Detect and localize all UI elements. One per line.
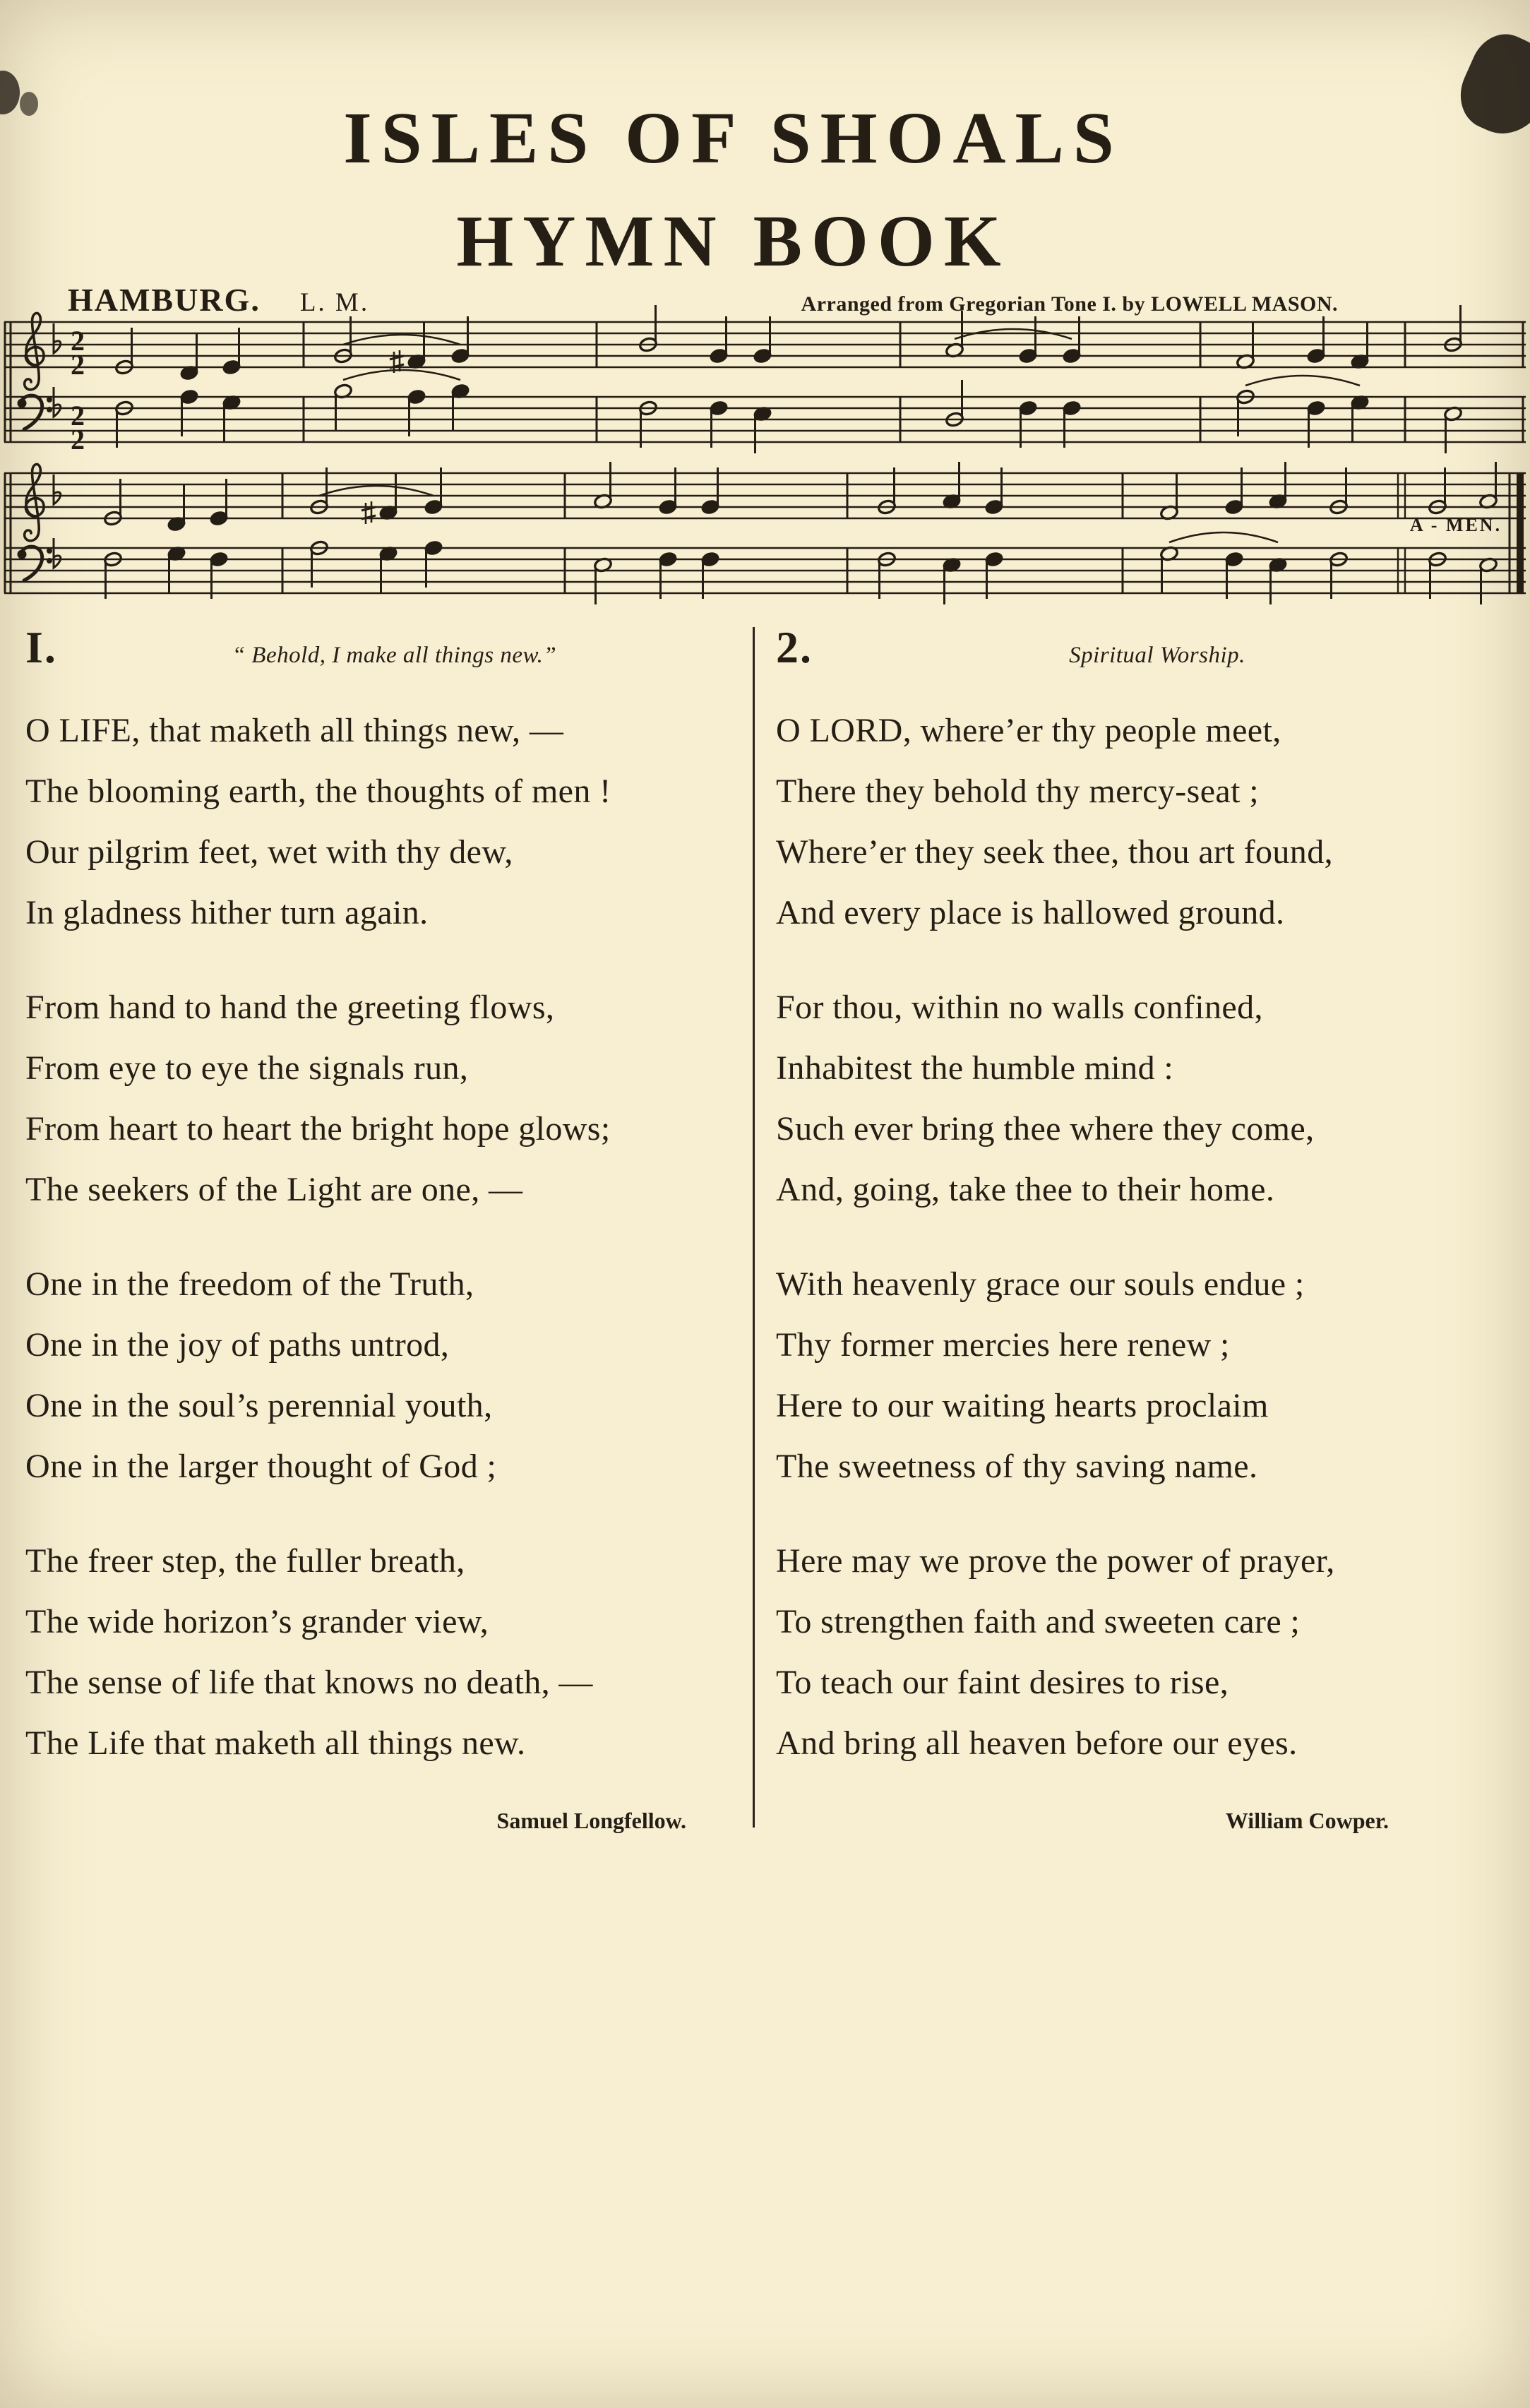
hymn-1-attribution: Samuel Longfellow. [496,1808,686,1833]
hymn-1-heading [25,621,731,701]
time-signature: 2 [71,349,85,381]
verse-line: There they behold thy mercy-seat ; [776,773,1260,810]
music-system-1 [0,304,1530,453]
verse-line: And every place is hallowed ground. [776,894,1285,931]
verse-line: In gladness hither turn again. [25,894,429,931]
verse [25,1254,731,1497]
slur [343,370,460,380]
verse-line: Our pilgrim feet, wet with thy dew, [25,833,513,871]
time-signature: 2 [71,424,85,453]
verse-line: The freer step, the fuller breath, [25,1542,465,1580]
verse-line: From heart to heart the bright hope glows; [25,1110,611,1148]
bass-clef-icon [47,407,52,412]
verse-line: Here to our waiting hearts proclaim [776,1387,1269,1424]
flat-sign-icon [54,387,61,417]
verse [776,1254,1502,1497]
verse-line: For thou, within no walls confined, [776,989,1263,1026]
verse-line: One in the larger thought of God ; [25,1448,497,1485]
verse [776,1531,1502,1774]
final-barline [1517,473,1524,593]
hymn-2-attribution: William Cowper. [1225,1808,1389,1833]
verse-line: Such ever bring thee where they come, [776,1110,1315,1148]
verse-line: To teach our faint desires to rise, [776,1664,1229,1701]
hymn-1-column [25,621,731,1834]
verse-line: One in the joy of paths untrod, [25,1326,450,1364]
verse-line: To strengthen faith and sweeten care ; [776,1603,1301,1640]
book-title-line2: HYMN BOOK [456,201,1010,282]
verse-line: And bring all heaven before our eyes. [776,1724,1298,1762]
flat-sign-icon [54,323,61,353]
slur [343,335,460,345]
verse-line: One in the freedom of the Truth, [25,1265,474,1303]
book-title-line1: ISLES OF SHOALS [343,97,1123,179]
verse-line: Here may we prove the power of prayer, [776,1542,1335,1580]
tune-arrangement: Arranged from Gregorian Tone I. by LOWELL MASON. [801,292,1338,316]
verse-line: And, going, take thee to their home. [776,1171,1275,1208]
bass-clef-icon [47,397,52,403]
verse [25,977,731,1220]
time-signature: 2 [71,325,85,357]
verse [776,701,1502,943]
verse-line: With heavenly grace our souls endue ; [776,1265,1305,1303]
flat-sign-icon [54,538,61,568]
bass-clef-icon [47,558,52,564]
verse-line: From hand to hand the greeting flows, [25,989,555,1026]
slur [1169,532,1278,542]
hymn-2-number: 2. [776,622,813,672]
slur [319,486,434,496]
column-divider [753,627,755,1828]
hymn-2-heading [776,621,1502,701]
hymn-1-title: “ Behold, I make all things new.” [232,643,557,668]
music-system-2 [0,456,1530,606]
verse-line: The Life that maketh all things new. [25,1724,526,1762]
verse-line: The blooming earth, the thoughts of men ! [25,773,611,810]
amen-label: A - MEN. [1409,515,1502,535]
hymn-2-verses [776,701,1502,1774]
verse-line: O LORD, where’er thy people meet, [776,712,1281,749]
verse [25,701,731,943]
verse-line: Inhabitest the humble mind : [776,1049,1174,1087]
verse-line: Where’er they seek thee, thou art found, [776,833,1333,871]
hymn-columns [25,621,1502,1834]
verse [25,1531,731,1774]
hymn-1-number: I. [25,622,57,672]
verse [776,977,1502,1220]
bass-clef-icon [18,399,27,408]
verse-line: The sense of life that knows no death, — [25,1664,593,1701]
verse-line: The sweetness of thy saving name. [776,1448,1258,1485]
tune-name: HAMBURG. [68,282,261,318]
hymn-2-column [776,621,1502,1834]
bass-clef-icon [47,548,52,554]
verse-line: The seekers of the Light are one, — [25,1171,523,1208]
tune-meter: L. M. [299,288,370,317]
verse-line: From eye to eye the signals run, [25,1049,469,1087]
verse-line: Thy former mercies here renew ; [776,1326,1230,1364]
hymn-1-verses [25,701,731,1774]
verse-line: One in the soul’s perennial youth, [25,1387,493,1424]
treble-clef-icon [25,313,44,389]
flat-sign-icon [54,475,61,504]
treble-clef-icon [25,464,44,540]
verse-line: The wide horizon’s grander view, [25,1603,489,1640]
time-signature: 2 [71,400,85,431]
bass-clef-icon [18,550,27,559]
hymn-2-title: Spiritual Worship. [1069,643,1245,668]
verse-line: O LIFE, that maketh all things new, — [25,712,564,749]
slur [1245,376,1360,386]
